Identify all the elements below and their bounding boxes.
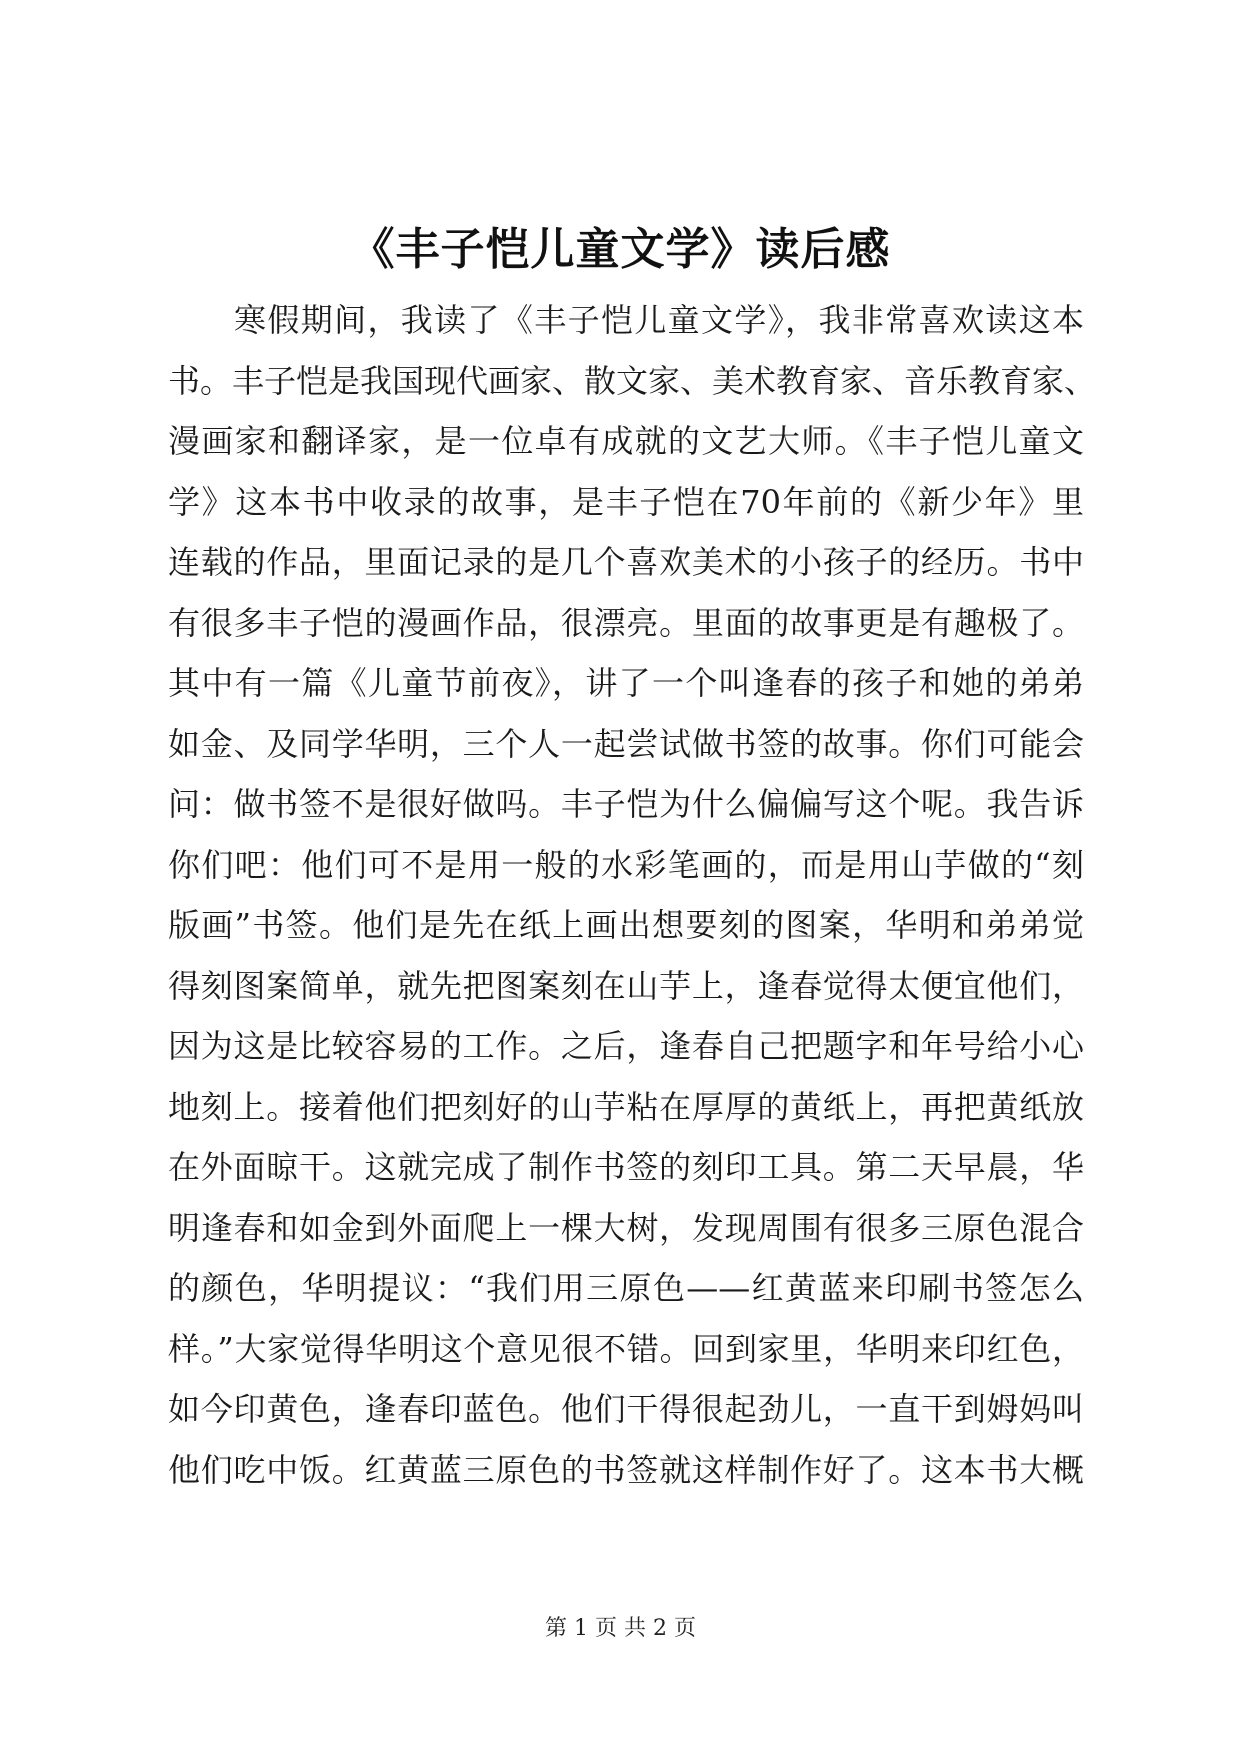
- text-line: 如今印黄色，逢春印蓝色。他们干得很起劲儿，一直干到姆妈叫: [168, 1390, 1084, 1428]
- text-line: 版画”书签。他们是先在纸上画出想要刻的图案，华明和弟弟觉: [168, 906, 1084, 944]
- text-line: 书。丰子恺是我国现代画家、散文家、美术教育家、音乐教育家、: [168, 361, 1097, 400]
- text-line: 在外面晾干。这就完成了制作书签的刻印工具。第二天早晨，华: [168, 1148, 1084, 1186]
- text-line: 有很多丰子恺的漫画作品，很漂亮。里面的故事更是有趣极了。: [168, 603, 1084, 642]
- text-line: 寒假期间，我读了《丰子恺儿童文学》，我非常喜欢读这本: [234, 301, 1084, 339]
- text-line: 得刻图案简单，就先把图案刻在山芋上，逢春觉得太便宜他们，: [168, 966, 1084, 1005]
- body-text: [168, 290, 1097, 1500]
- text-line: 问：做书签不是很好做吗。丰子恺为什么偏偏写这个呢。我告诉: [168, 785, 1084, 823]
- text-line: 他们吃中饭。红黄蓝三原色的书签就这样制作好了。这本书大概: [168, 1450, 1084, 1489]
- page-number-footer: 第 1 页 共 2 页: [545, 1616, 696, 1641]
- text-line: 其中有一篇《儿童节前夜》，讲了一个叫逢春的孩子和她的弟弟: [168, 664, 1084, 702]
- text-line: 学》这本书中收录的故事，是丰子恺在70年前的《新少年》里: [168, 482, 1084, 521]
- page-title: 《丰子恺儿童文学》读后感: [350, 224, 891, 275]
- text-line: 样。”大家觉得华明这个意见很不错。回到家里，华明来印红色，: [168, 1329, 1084, 1368]
- text-line: 如金、及同学华明，三个人一起尝试做书签的故事。你们可能会: [168, 724, 1084, 763]
- text-line: 你们吧：他们可不是用一般的水彩笔画的，而是用山芋做的“刻: [168, 845, 1084, 884]
- text-line: 的颜色，华明提议：“我们用三原色——红黄蓝来印刷书签怎么: [168, 1269, 1084, 1307]
- text-line: 地刻上。接着他们把刻好的山芋粘在厚厚的黄纸上，再把黄纸放: [168, 1087, 1084, 1126]
- text-line: 明逢春和如金到外面爬上一棵大树，发现周围有很多三原色混合: [168, 1208, 1084, 1247]
- text-line: 连载的作品，里面记录的是几个喜欢美术的小孩子的经历。书中: [168, 543, 1084, 581]
- text-line: 漫画家和翻译家，是一位卓有成就的文艺大师。《丰子恺儿童文: [168, 422, 1084, 460]
- text-line: 因为这是比较容易的工作。之后，逢春自己把题字和年号给小心: [168, 1027, 1084, 1065]
